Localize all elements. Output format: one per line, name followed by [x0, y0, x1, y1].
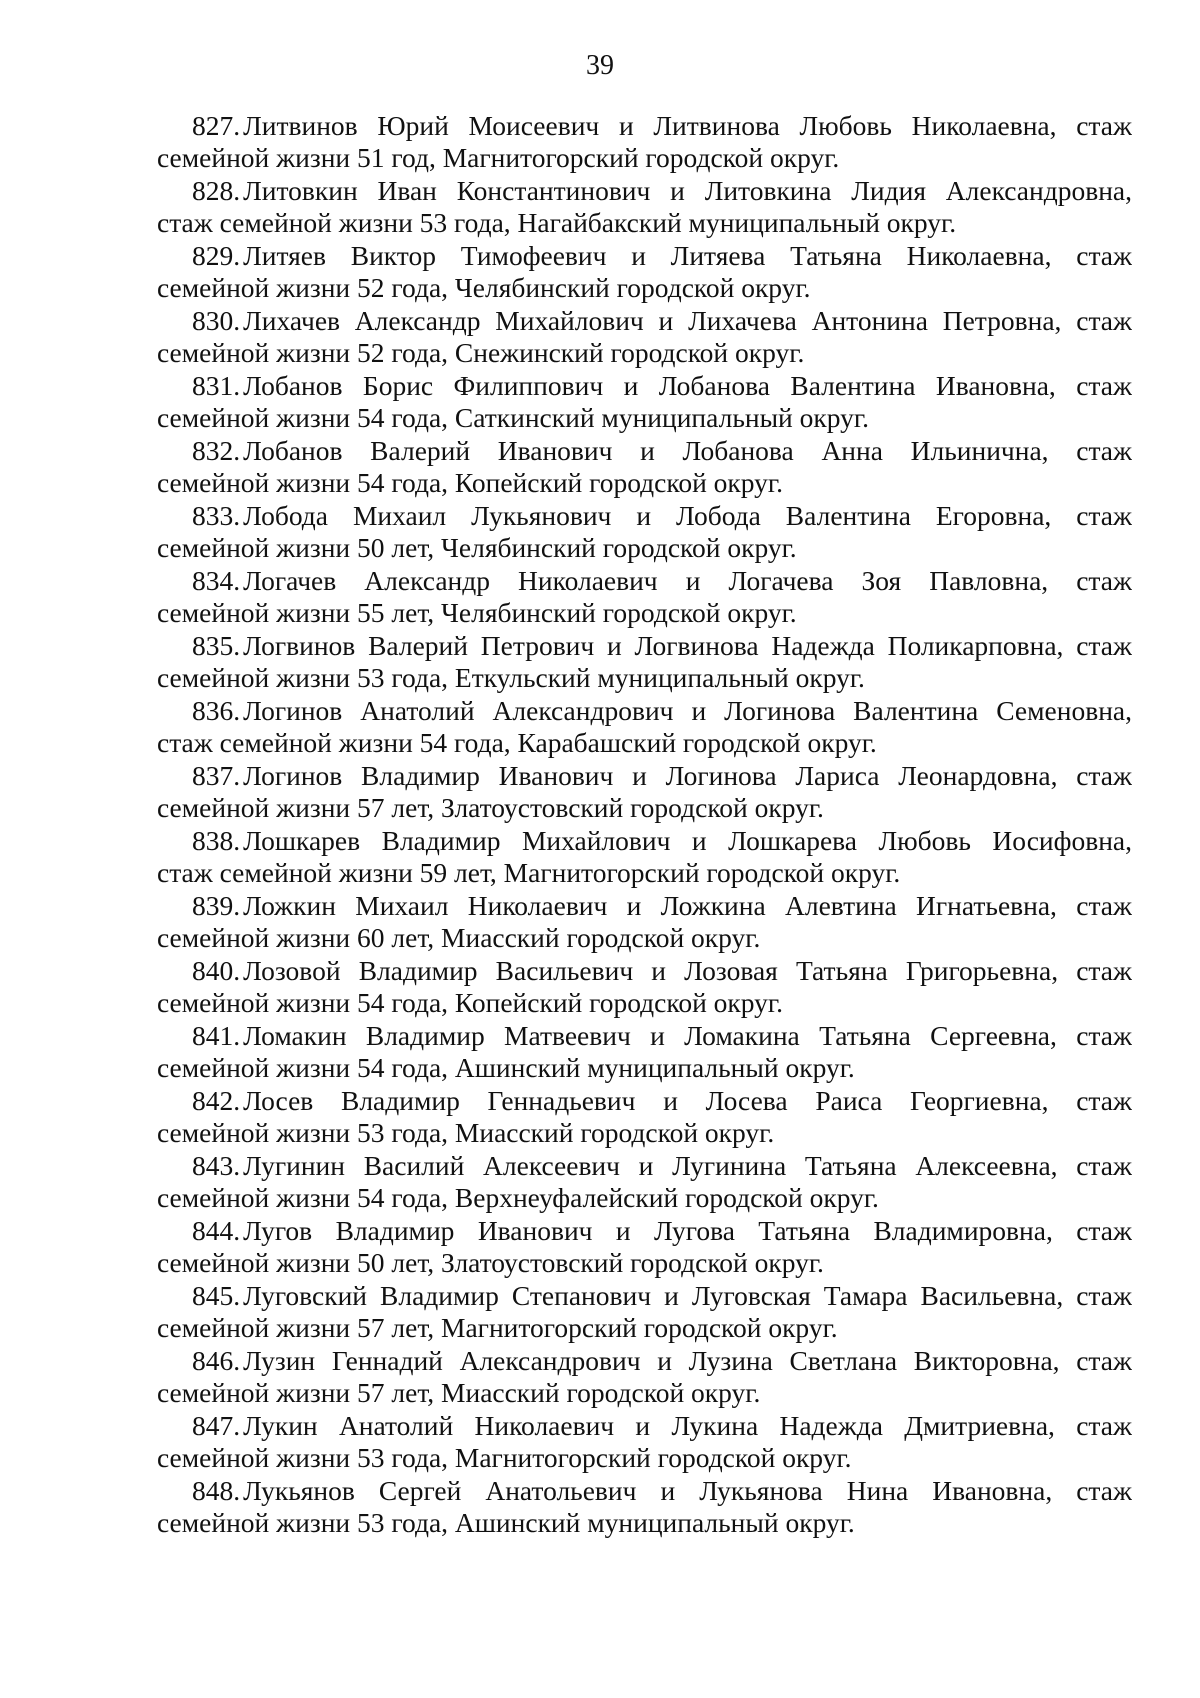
entry-line-1 [157, 240, 1132, 272]
entry-number: 832. [192, 435, 241, 466]
entry-line-1 [157, 1215, 1132, 1247]
entry-text: Логинов Владимир Иванович и Логинова Лариса Леонардовна, стаж [243, 760, 1132, 791]
list-item [157, 630, 1132, 694]
list-item [157, 890, 1132, 954]
entry-text: Ложкин Михаил Николаевич и Ложкина Алевтина Игнатьевна, стаж [243, 890, 1132, 921]
entry-text: Литовкин Иван Константинович и Литовкина Лидия Александровна, [243, 175, 1132, 206]
list-item [157, 1345, 1132, 1409]
list-item [157, 565, 1132, 629]
entry-text: Луговский Владимир Степанович и Луговская Тамара Васильевна, стаж [243, 1280, 1132, 1311]
entry-line-1 [157, 565, 1132, 597]
entry-text: Лукьянов Сергей Анатольевич и Лукьянова Нина Ивановна, стаж [243, 1475, 1132, 1506]
entry-line-2: семейной жизни 55 лет, Челябинский городской округ. [157, 597, 797, 628]
list-item [157, 305, 1132, 369]
list-item [157, 370, 1132, 434]
entry-line-1 [157, 1020, 1132, 1052]
list-item [157, 1215, 1132, 1279]
entry-line-2: семейной жизни 53 года, Миасский городской округ. [157, 1117, 775, 1148]
entry-text: Лосев Владимир Геннадьевич и Лосева Раиса Георгиевна, стаж [243, 1085, 1132, 1116]
entry-line-2: семейной жизни 52 года, Снежинский городской округ. [157, 337, 805, 368]
list-item [157, 1085, 1132, 1149]
entry-line-2: семейной жизни 60 лет, Миасский городской округ. [157, 922, 761, 953]
list-item [157, 955, 1132, 1019]
list-item [157, 240, 1132, 304]
list-item [157, 175, 1132, 239]
entry-line-2: семейной жизни 57 лет, Миасский городской округ. [157, 1377, 761, 1408]
entry-line-2: семейной жизни 54 года, Копейский городской округ. [157, 467, 783, 498]
entry-text: Логинов Анатолий Александрович и Логинова Валентина Семеновна, [243, 695, 1132, 726]
list-item [157, 1280, 1132, 1344]
entry-number: 848. [192, 1475, 241, 1506]
entry-number: 845. [192, 1280, 241, 1311]
list-item [157, 500, 1132, 564]
entry-number: 840. [192, 955, 241, 986]
entry-line-1 [157, 1085, 1132, 1117]
list-item [157, 435, 1132, 499]
entry-number: 834. [192, 565, 241, 596]
entry-text: Лобанов Борис Филиппович и Лобанова Валентина Ивановна, стаж [243, 370, 1132, 401]
entry-line-1 [157, 110, 1132, 142]
entry-line-1 [157, 1150, 1132, 1182]
entry-text: Лобанов Валерий Иванович и Лобанова Анна Ильинична, стаж [243, 435, 1132, 466]
entry-number: 830. [192, 305, 241, 336]
entry-line-1 [157, 890, 1132, 922]
entry-text: Лозовой Владимир Васильевич и Лозовая Татьяна Григорьевна, стаж [243, 955, 1132, 986]
entry-line-2: семейной жизни 57 лет, Магнитогорский городской округ. [157, 1312, 838, 1343]
entry-line-2: стаж семейной жизни 59 лет, Магнитогорский городской округ. [157, 857, 901, 888]
entry-line-2: семейной жизни 53 года, Еткульский муниципальный округ. [157, 662, 865, 693]
entry-text: Литяев Виктор Тимофеевич и Литяева Татьяна Николаевна, стаж [243, 240, 1132, 271]
entry-line-1 [157, 695, 1132, 727]
entry-text: Литвинов Юрий Моисеевич и Литвинова Любовь Николаевна, стаж [243, 110, 1132, 141]
list-item [157, 1020, 1132, 1084]
entry-line-1 [157, 435, 1132, 467]
entry-text: Ломакин Владимир Матвеевич и Ломакина Татьяна Сергеевна, стаж [243, 1020, 1132, 1051]
entry-number: 829. [192, 240, 241, 271]
entry-line-2: семейной жизни 50 лет, Челябинский городской округ. [157, 532, 797, 563]
list-item [157, 1410, 1132, 1474]
entry-line-2: семейной жизни 53 года, Магнитогорский городской округ. [157, 1442, 852, 1473]
list-item [157, 760, 1132, 824]
entry-text: Лузин Геннадий Александрович и Лузина Светлана Викторовна, стаж [243, 1345, 1132, 1376]
entry-number: 837. [192, 760, 241, 791]
entry-line-2: семейной жизни 52 года, Челябинский городской округ. [157, 272, 811, 303]
entry-list [157, 110, 1132, 1540]
entry-line-2: семейной жизни 50 лет, Златоустовский городской округ. [157, 1247, 824, 1278]
entry-number: 839. [192, 890, 241, 921]
entry-number: 833. [192, 500, 241, 531]
entry-line-1 [157, 500, 1132, 532]
entry-line-1 [157, 1280, 1132, 1312]
list-item [157, 110, 1132, 174]
entry-number: 836. [192, 695, 241, 726]
entry-text: Лобода Михаил Лукьянович и Лобода Валентина Егоровна, стаж [243, 500, 1132, 531]
entry-text: Логачев Александр Николаевич и Логачева Зоя Павловна, стаж [243, 565, 1132, 596]
entry-line-2: семейной жизни 57 лет, Златоустовский городской округ. [157, 792, 824, 823]
entry-line-2: семейной жизни 54 года, Копейский городской округ. [157, 987, 783, 1018]
entry-line-2: семейной жизни 53 года, Ашинский муниципальный округ. [157, 1507, 855, 1538]
entry-text: Лугинин Василий Алексеевич и Лугинина Татьяна Алексеевна, стаж [243, 1150, 1132, 1181]
entry-text: Лошкарев Владимир Михайлович и Лошкарева Любовь Иосифовна, [243, 825, 1132, 856]
list-item [157, 825, 1132, 889]
entry-number: 842. [192, 1085, 241, 1116]
entry-text: Лугов Владимир Иванович и Лугова Татьяна Владимировна, стаж [243, 1215, 1132, 1246]
list-item [157, 695, 1132, 759]
entry-number: 843. [192, 1150, 241, 1181]
entry-line-2: семейной жизни 54 года, Ашинский муниципальный округ. [157, 1052, 855, 1083]
entry-line-1 [157, 955, 1132, 987]
entry-number: 838. [192, 825, 241, 856]
entry-number: 835. [192, 630, 241, 661]
entry-number: 841. [192, 1020, 241, 1051]
entry-line-2: стаж семейной жизни 53 года, Нагайбакский муниципальный округ. [157, 207, 957, 238]
entry-line-2: семейной жизни 51 год, Магнитогорский городской округ. [157, 142, 840, 173]
entry-number: 846. [192, 1345, 241, 1376]
entry-line-1 [157, 305, 1132, 337]
entry-line-2: семейной жизни 54 года, Саткинский муниципальный округ. [157, 402, 869, 433]
entry-line-1 [157, 1345, 1132, 1377]
entry-text: Лихачев Александр Михайлович и Лихачева Антонина Петровна, стаж [243, 305, 1132, 336]
entry-text: Логвинов Валерий Петрович и Логвинова Надежда Поликарповна, стаж [243, 630, 1132, 661]
entry-text: Лукин Анатолий Николаевич и Лукина Надежда Дмитриевна, стаж [243, 1410, 1132, 1441]
entry-line-1 [157, 630, 1132, 662]
list-item [157, 1150, 1132, 1214]
entry-number: 827. [192, 110, 241, 141]
list-item [157, 1475, 1132, 1539]
entry-line-1 [157, 760, 1132, 792]
entry-number: 847. [192, 1410, 241, 1441]
entry-line-1 [157, 1475, 1132, 1507]
entry-line-1 [157, 370, 1132, 402]
entry-number: 828. [192, 175, 241, 206]
entry-line-1 [157, 1410, 1132, 1442]
entry-number: 844. [192, 1215, 241, 1246]
page-number: 39 [586, 50, 614, 81]
entry-line-1 [157, 825, 1132, 857]
entry-line-2: семейной жизни 54 года, Верхнеуфалейский городской округ. [157, 1182, 879, 1213]
entry-line-1 [157, 175, 1132, 207]
entry-line-2: стаж семейной жизни 54 года, Карабашский городской округ. [157, 727, 877, 758]
entry-number: 831. [192, 370, 241, 401]
